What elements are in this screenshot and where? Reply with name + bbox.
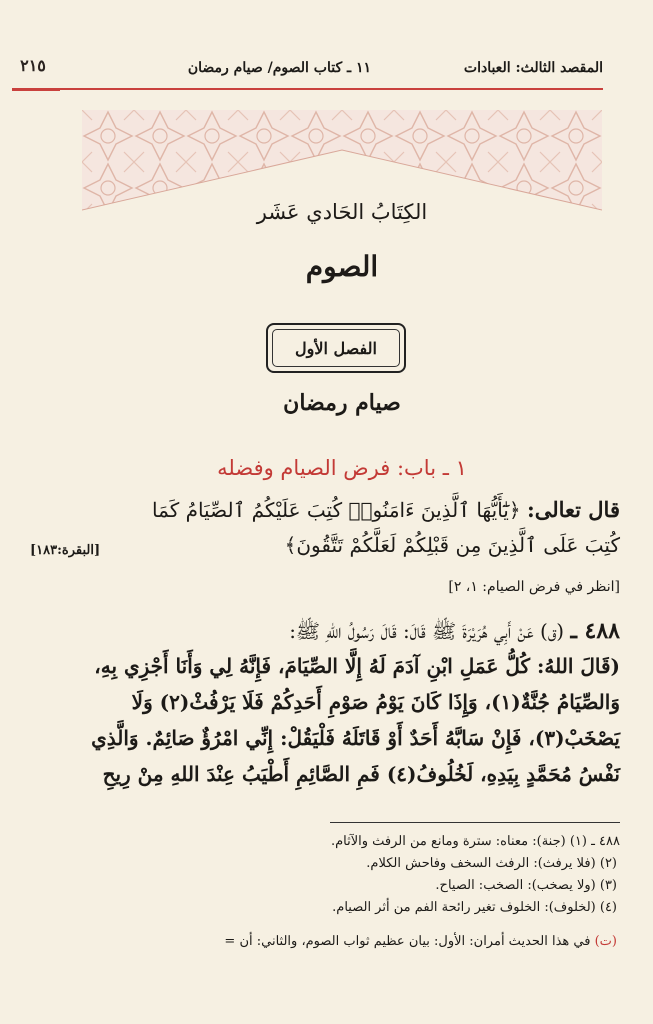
running-header-book: ١١ ـ كتاب الصوم/ صيام رمضان — [187, 60, 371, 76]
hadith-isnad: (ق) عَنْ أَبِي هُرَيْرَةَ ﷺ قَالَ: قَالَ رَسُولُ اللهِ ﷺ: — [289, 619, 565, 643]
book-title: الصوم — [305, 250, 379, 283]
hadith-text-4: يَصْخَبْ(٣)، فَإِنْ سَابَّهُ أَحَدٌ أَوْ قَاتَلَهُ فَلْيَقُلْ: إِنِّي امْرُؤٌ صَائِمٌ. وَالَّذِي — [91, 726, 620, 750]
running-header — [12, 56, 603, 86]
hadith-number: ٤٨٨ ـ — [570, 618, 620, 644]
footnote: (٤) (لخلوف): الخلوف تغير رائحة الفم من أثر الصيام. — [332, 900, 617, 915]
commentary-text: في هذا الحديث أمران: الأول: بيان عظيم ثواب الصوم، والثاني: أن = — [224, 934, 591, 949]
chapter-title: صيام رمضان — [283, 390, 401, 416]
footnote: (٢) (فلا يرفث): الرفث السخف وفاحش الكلام. — [366, 856, 617, 871]
running-header-part: المقصد الثالث: العبادات — [463, 60, 603, 76]
main-text — [30, 0, 620, 1]
book-subtitle: الكِتَابُ الحَادي عَشَر — [256, 200, 428, 224]
see-also: [انظر في فرض الصيام: ١، ٢] — [448, 579, 620, 595]
commentary-mark: (ت) — [594, 934, 617, 949]
quran-verse-part-2: كُتِبَ عَلَى ٱلَّذِينَ مِن قَبْلِكُمْ لَعَلَّكُمْ تَتَّقُونَ﴾ — [284, 533, 620, 557]
footnote: ٤٨٨ ـ (١) (جنة): معناه: سترة ومانع من الرفث والآثام. — [330, 834, 620, 849]
section-heading: ١ ـ باب: فرض الصيام وفضله — [217, 456, 467, 480]
chapter-box-label: الفصل الأول — [272, 329, 400, 367]
footnote-rule — [330, 822, 620, 823]
quran-line-1-content — [152, 497, 620, 522]
hadith-text-3: وَالصِّيَامُ جُنَّةٌ(١)، وَإِذَا كَانَ يَوْمُ صَوْمِ أَحَدِكُمْ فَلَا يَرْفُثْ(٢) وَلَا — [131, 690, 620, 714]
header-rule — [12, 88, 603, 90]
page-number: ٢١٥ — [20, 56, 46, 75]
footnote: (٣) (ولا يصخب): الصخب: الصياح. — [435, 878, 617, 893]
quran-reference: [البقرة:١٨٣] — [30, 543, 101, 558]
hadith-line-1-content — [289, 618, 620, 648]
header-rule-page — [12, 90, 60, 91]
quran-lead: قال تعالى: — [526, 497, 620, 522]
hadith-text-2: (قَالَ اللهُ: كُلُّ عَمَلِ ابْنِ آدَمَ لَهُ إِلَّا الصِّيَامَ، فَإِنَّهُ لِي وَأَنَا أَجْزِي بِهِ، — [94, 654, 620, 678]
commentary-line — [224, 934, 617, 949]
quran-verse-part-1: ﴿يَٰٓأَيُّهَا ٱلَّذِينَ ءَامَنُوا۟ كُتِبَ عَلَيْكُمُ ٱلصِّيَامُ كَمَا — [152, 498, 521, 522]
chapter-box — [266, 323, 406, 373]
hadith-text-5: نَفْسُ مُحَمَّدٍ بِيَدِهِ، لَخُلُوفُ(٤) فَمِ الصَّائِمِ أَطْيَبُ عِنْدَ اللهِ مِنْ رِيحِ — [102, 762, 620, 786]
